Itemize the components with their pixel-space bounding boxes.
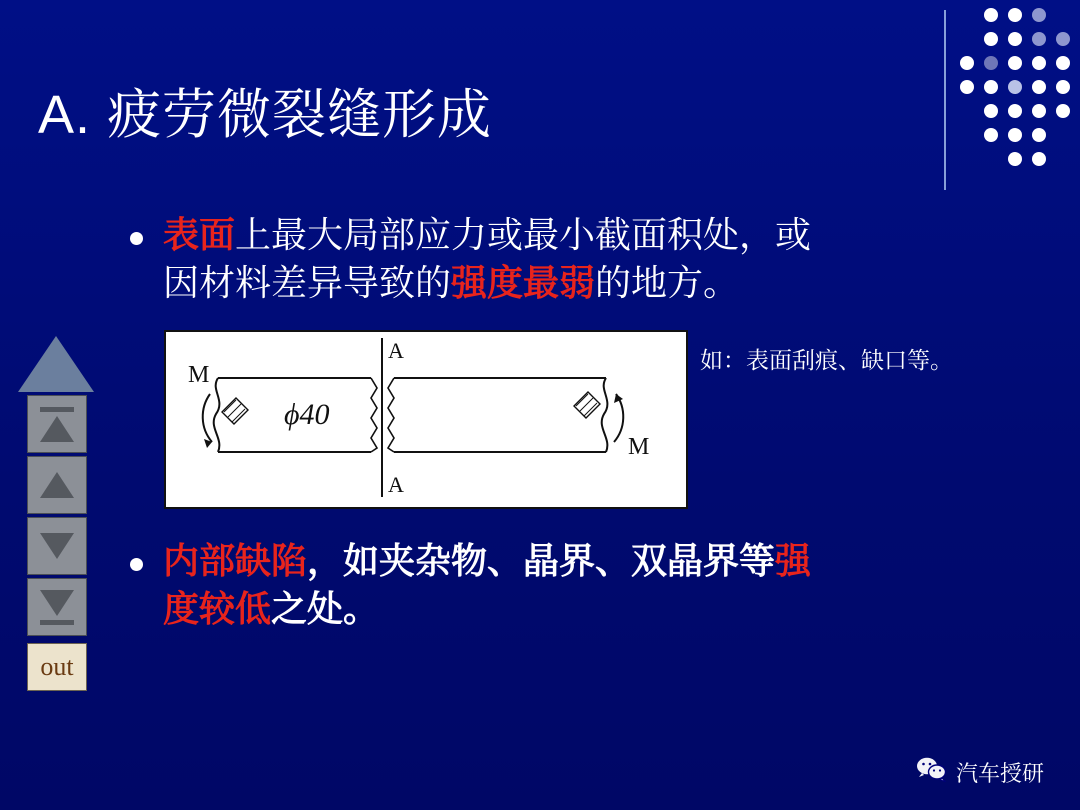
- figure-note: 如：表面刮痕、缺口等。: [700, 348, 953, 373]
- decorative-dot: [1008, 128, 1022, 142]
- bullet-dot-icon: [130, 558, 143, 571]
- decorative-dot: [1008, 8, 1022, 22]
- decorative-dot: [960, 56, 974, 70]
- decorative-dot: [960, 80, 974, 94]
- page-up-icon: [40, 407, 74, 442]
- decorative-dot: [1032, 152, 1046, 166]
- out-button[interactable]: out: [27, 643, 87, 691]
- bullet-item-1: [130, 212, 1010, 307]
- wechat-icon: [916, 756, 946, 788]
- decorative-dot: [984, 8, 998, 22]
- navigation-controls[interactable]: [18, 336, 94, 691]
- bullet-2-plain-2: 之处。: [271, 588, 380, 629]
- bullet-1-text: [163, 212, 811, 307]
- bullet-2-plain-1: ，如夹杂物、晶界、双晶界等: [307, 541, 776, 581]
- scroll-down-button[interactable]: [27, 517, 87, 575]
- decorative-dot: [1032, 104, 1046, 118]
- bullet-2-highlight-1: 内部缺陷: [163, 541, 308, 581]
- scroll-up-button[interactable]: [27, 456, 87, 514]
- svg-text:M: M: [188, 362, 210, 388]
- bar-icon: [40, 407, 74, 412]
- watermark-text: 汽车授研: [955, 760, 1044, 786]
- decorative-dot: [1032, 32, 1046, 46]
- page-up-button[interactable]: [27, 395, 87, 453]
- bullet-1-plain-1: 上最大局部应力或最小截面积处，或: [235, 215, 812, 255]
- bullet-item-2: [130, 538, 1020, 633]
- triangle-down-icon: [40, 590, 74, 616]
- home-triangle-icon: [18, 336, 94, 392]
- svg-text:M: M: [628, 434, 650, 460]
- triangle-down-icon: [40, 533, 74, 559]
- page-down-button[interactable]: [27, 578, 87, 636]
- decorative-dot: [1056, 104, 1070, 118]
- triangle-up-icon: [40, 416, 74, 442]
- decorative-dot-grid: [960, 8, 1070, 178]
- decorative-dot: [1056, 80, 1070, 94]
- bar-icon: [40, 620, 74, 625]
- bullet-1-highlight-1: 表面: [163, 215, 236, 255]
- decorative-dot: [984, 128, 998, 142]
- decorative-dot: [1056, 56, 1070, 70]
- watermark: [916, 756, 1044, 788]
- decorative-dot: [984, 56, 998, 70]
- decorative-dot: [1032, 56, 1046, 70]
- page-title: A. 疲劳微裂缝形成: [38, 85, 493, 145]
- decorative-dot: [1008, 152, 1022, 166]
- shaft-fatigue-figure: [164, 330, 688, 509]
- decorative-dot: [984, 104, 998, 118]
- svg-text:ϕ40: ϕ40: [284, 398, 330, 431]
- decorative-dot: [984, 32, 998, 46]
- decorative-dot: [984, 80, 998, 94]
- decorative-dot: [1032, 8, 1046, 22]
- svg-text:A: A: [388, 338, 404, 363]
- bullet-2-highlight-2a: 强: [775, 541, 812, 581]
- bullet-1-plain-3: 的地方。: [595, 262, 740, 303]
- svg-text:A: A: [388, 472, 404, 497]
- decorative-vertical-rule: [944, 10, 946, 190]
- decorative-dot: [1008, 104, 1022, 118]
- decorative-dot: [1032, 128, 1046, 142]
- decorative-dot: [1032, 80, 1046, 94]
- decorative-dot: [1008, 32, 1022, 46]
- bullet-dot-icon: [130, 232, 143, 245]
- bullet-1-plain-2: 因材料差异导致的: [163, 262, 452, 303]
- decorative-dot: [1008, 56, 1022, 70]
- decorative-dot: [1008, 80, 1022, 94]
- page-down-icon: [40, 590, 74, 625]
- bullet-2-highlight-2b: 度较低: [163, 588, 272, 629]
- bullet-1-highlight-2: 强度最弱: [451, 262, 596, 303]
- bullet-2-text: [163, 538, 811, 633]
- decorative-dot: [1056, 32, 1070, 46]
- home-triangle-button[interactable]: [18, 336, 94, 392]
- triangle-up-icon: [40, 472, 74, 498]
